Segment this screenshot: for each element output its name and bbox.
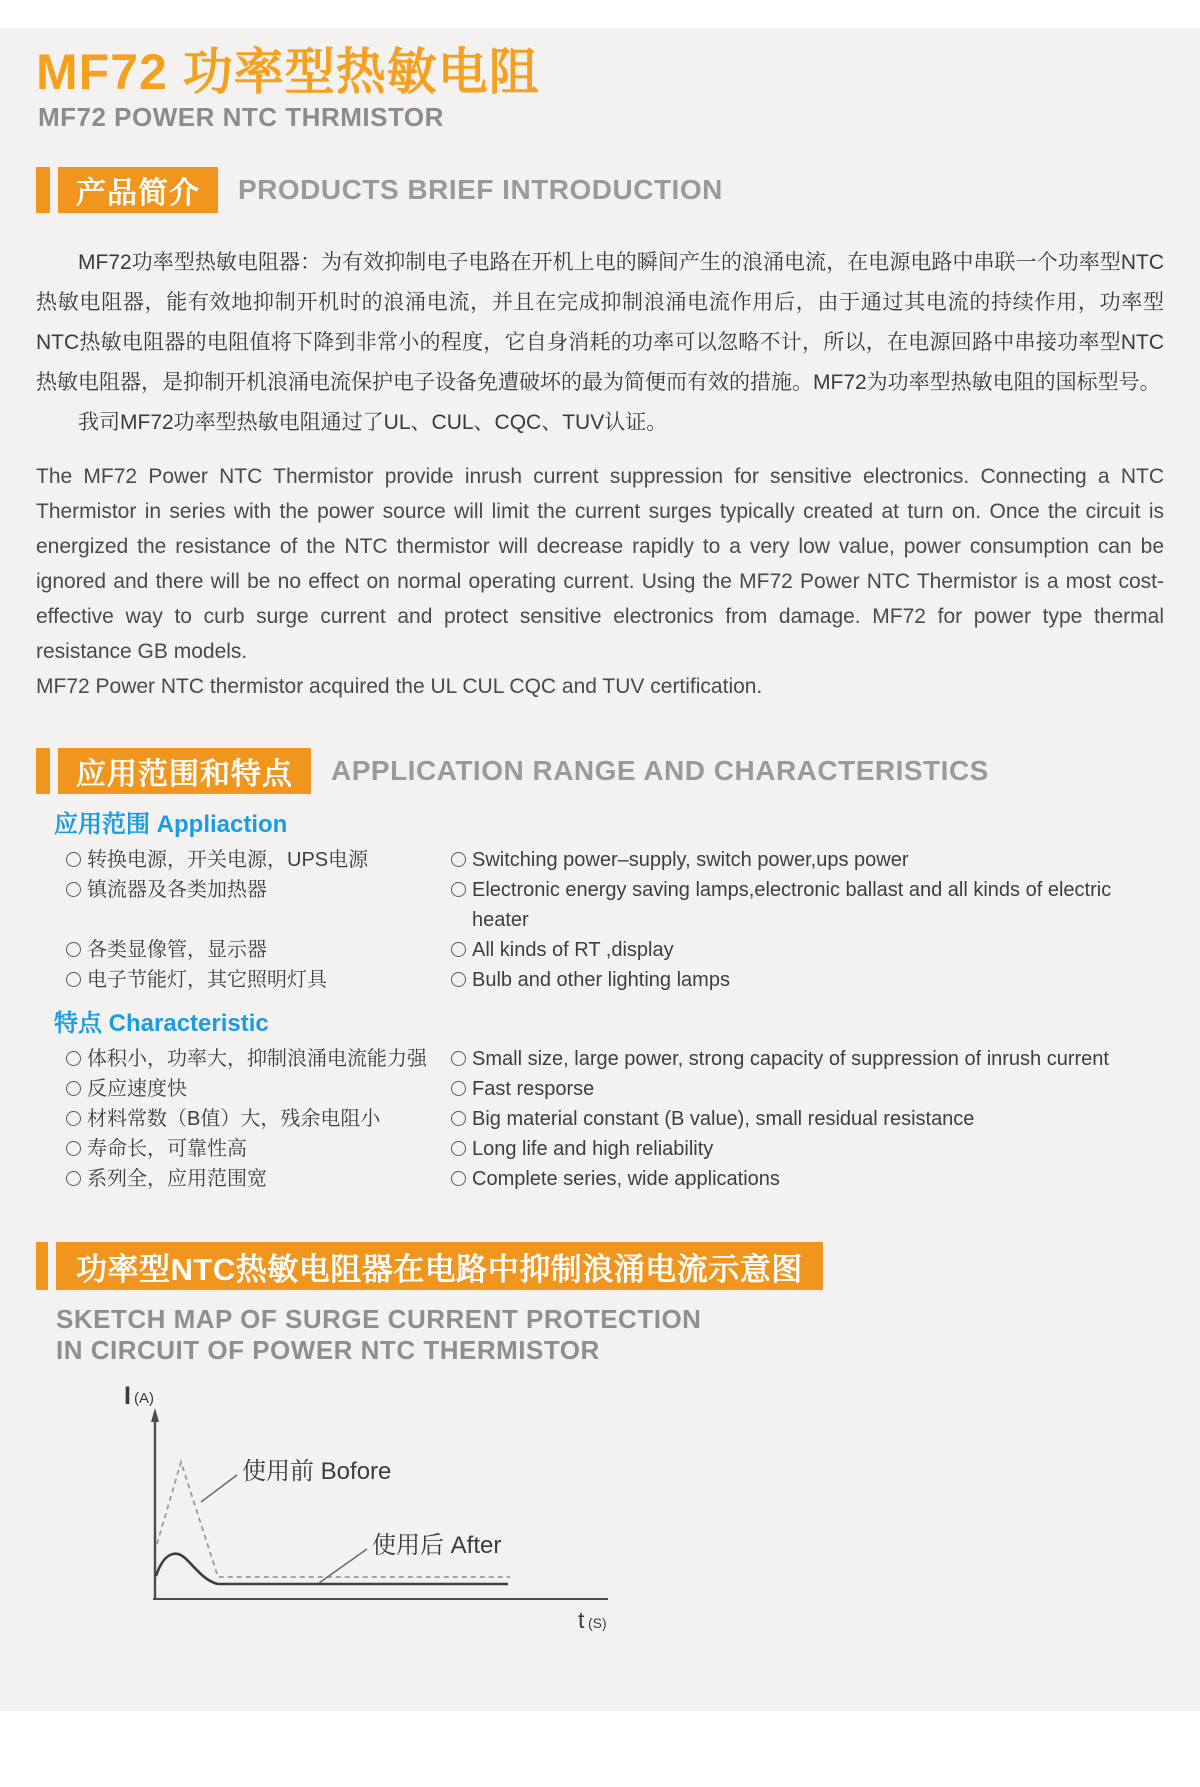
- list-item: [36, 845, 1164, 875]
- range-item-cn: 镇流器及各类加热器: [87, 879, 267, 902]
- x-axis-label-main: t: [578, 1607, 585, 1634]
- sketch-heading-line2: IN CIRCUIT OF POWER NTC THERMISTOR: [56, 1335, 600, 1366]
- char-item-en: Big material constant (B value), small residual resistance: [472, 1108, 975, 1131]
- y-axis-label-sub: (A): [134, 1390, 154, 1408]
- intro-cert-cn: 我司MF72功率型热敏电阻通过了UL、CUL、CQC、TUV认证。: [78, 411, 668, 435]
- char-item-cn: 反应速度快: [87, 1078, 187, 1101]
- char-item-cn: 材料常数（B值）大，残余电阻小: [87, 1108, 381, 1131]
- range-item-en: Bulb and other lighting lamps: [472, 969, 730, 992]
- accent-bar: [36, 1242, 48, 1290]
- subheading-application-range: 应用范围 Appliaction: [54, 811, 288, 839]
- before-leader-line: [201, 1475, 237, 1502]
- circle-bullet-icon: [451, 1141, 466, 1156]
- intro-tag-cn: 产品简介: [76, 177, 200, 211]
- page-subtitle: MF72 POWER NTC THRMISTOR: [38, 102, 444, 132]
- circle-bullet-icon: [66, 1081, 81, 1096]
- application-tag-cn: 应用范围和特点: [76, 758, 293, 792]
- after-curve-label: 使用后 After: [372, 1532, 502, 1560]
- circle-bullet-icon: [66, 882, 81, 897]
- y-axis-arrow-icon: [151, 1408, 159, 1422]
- circle-bullet-icon: [451, 882, 466, 897]
- list-item: [36, 1074, 1164, 1104]
- list-item: [36, 1134, 1164, 1164]
- range-item-en: All kinds of RT ,display: [472, 939, 674, 962]
- list-item: [36, 1044, 1164, 1074]
- sketch-banner-box: [56, 1242, 823, 1290]
- intro-paragraph-cn: MF72功率型热敏电阻器：为有效抑制电子电路在开机上电的瞬间产生的浪涌电流，在电源电路中串联一个功率型NTC热敏电阻器，能有效地抑制开机时的浪涌电流，并且在完成抑制浪涌电流作用后，由于通过其电流的持续作用，功率型NTC热敏电阻器的电阻值将下降到非常小的程度，它自身消耗的功率可以忽略不计，所以，在电源回路中串接功率型NTC热敏电阻器，是抑制开机浪涌电流保护电子设备免遭破坏的最为简便而有效的措施。MF72为功率型热敏电阻的国标型号。: [36, 251, 1164, 395]
- characteristic-list: [36, 1044, 1164, 1194]
- accent-bar: [36, 748, 50, 794]
- circle-bullet-icon: [451, 852, 466, 867]
- char-item-en: Small size, large power, strong capacity of suppression of inrush current: [472, 1048, 1109, 1071]
- range-item-en: Electronic energy saving lamps,electronic ballast and all kinds of electric heater: [472, 879, 1112, 932]
- list-item: [36, 1104, 1164, 1134]
- sketch-banner-title: 功率型NTC热敏电阻器在电路中抑制浪涌电流示意图: [76, 1251, 803, 1287]
- circle-bullet-icon: [451, 972, 466, 987]
- char-item-cn: 系列全，应用范围宽: [87, 1168, 267, 1191]
- circle-bullet-icon: [66, 1141, 81, 1156]
- circle-bullet-icon: [66, 852, 81, 867]
- datasheet-page: [0, 28, 1200, 1711]
- circle-bullet-icon: [451, 1081, 466, 1096]
- accent-bar: [36, 167, 50, 213]
- application-tag-en: APPLICATION RANGE AND CHARACTERISTICS: [331, 755, 989, 787]
- list-item: [36, 965, 1164, 995]
- circle-bullet-icon: [66, 942, 81, 957]
- application-section-header: [36, 748, 1164, 794]
- after-leader-line: [319, 1549, 367, 1583]
- subheading-characteristic: 特点 Characteristic: [54, 1010, 269, 1038]
- char-item-en: Fast resporse: [472, 1078, 595, 1101]
- range-item-cn: 转换电源，开关电源，UPS电源: [87, 849, 369, 872]
- intro-tag-en: PRODUCTS BRIEF INTRODUCTION: [238, 174, 723, 206]
- x-axis-label-sub: (S): [588, 1615, 607, 1632]
- char-item-en: Long life and high reliability: [472, 1138, 714, 1161]
- range-item-cn: 各类显像管，显示器: [87, 939, 267, 962]
- intro-cert-en: MF72 Power NTC thermistor acquired the UL CUL CQC and TUV certification.: [36, 675, 763, 699]
- intro-section-header: [36, 167, 1164, 213]
- circle-bullet-icon: [451, 1171, 466, 1186]
- char-item-en: Complete series, wide applications: [472, 1168, 780, 1191]
- y-axis-label-main: I: [124, 1382, 131, 1411]
- list-item: [36, 875, 1164, 935]
- page-title: MF72 功率型热敏电阻: [36, 44, 540, 100]
- sketch-heading-line1: SKETCH MAP OF SURGE CURRENT PROTECTION: [56, 1304, 702, 1335]
- surge-chart-svg: [90, 1376, 650, 1666]
- before-curve-label: 使用前 Bofore: [242, 1458, 392, 1486]
- circle-bullet-icon: [451, 942, 466, 957]
- sketch-banner: [36, 1242, 1164, 1290]
- circle-bullet-icon: [66, 1111, 81, 1126]
- circle-bullet-icon: [66, 1051, 81, 1066]
- char-item-cn: 寿命长，可靠性高: [87, 1138, 247, 1161]
- application-tag-box: [58, 748, 311, 794]
- intro-tag-box: [58, 167, 218, 213]
- intro-paragraph-en: The MF72 Power NTC Thermistor provide inrush current suppression for sensitive electronics. Connecting a NTC Thermistor in series with the power source will limit the current surges typically created at turn on. Once the circuit is energized the resistance of the NTC thermistor will decrease rapidly to a very low value, power consumption can be ignored and there will be no effect on normal operating current. Using the MF72 Power NTC Thermistor is a most cost-effective way to curb surge current and protect sensitive electronics from damage. MF72 for power type thermal resistance GB models.: [36, 465, 1164, 664]
- range-item-cn: 电子节能灯，其它照明灯具: [87, 969, 327, 992]
- circle-bullet-icon: [66, 1171, 81, 1186]
- circle-bullet-icon: [451, 1111, 466, 1126]
- list-item: [36, 1164, 1164, 1194]
- application-range-list: [36, 845, 1164, 995]
- circle-bullet-icon: [66, 972, 81, 987]
- range-item-en: Switching power–supply, switch power,ups power: [472, 849, 909, 872]
- surge-chart: [90, 1376, 1164, 1671]
- char-item-cn: 体积小，功率大，抑制浪涌电流能力强: [87, 1048, 427, 1071]
- list-item: [36, 935, 1164, 965]
- circle-bullet-icon: [451, 1051, 466, 1066]
